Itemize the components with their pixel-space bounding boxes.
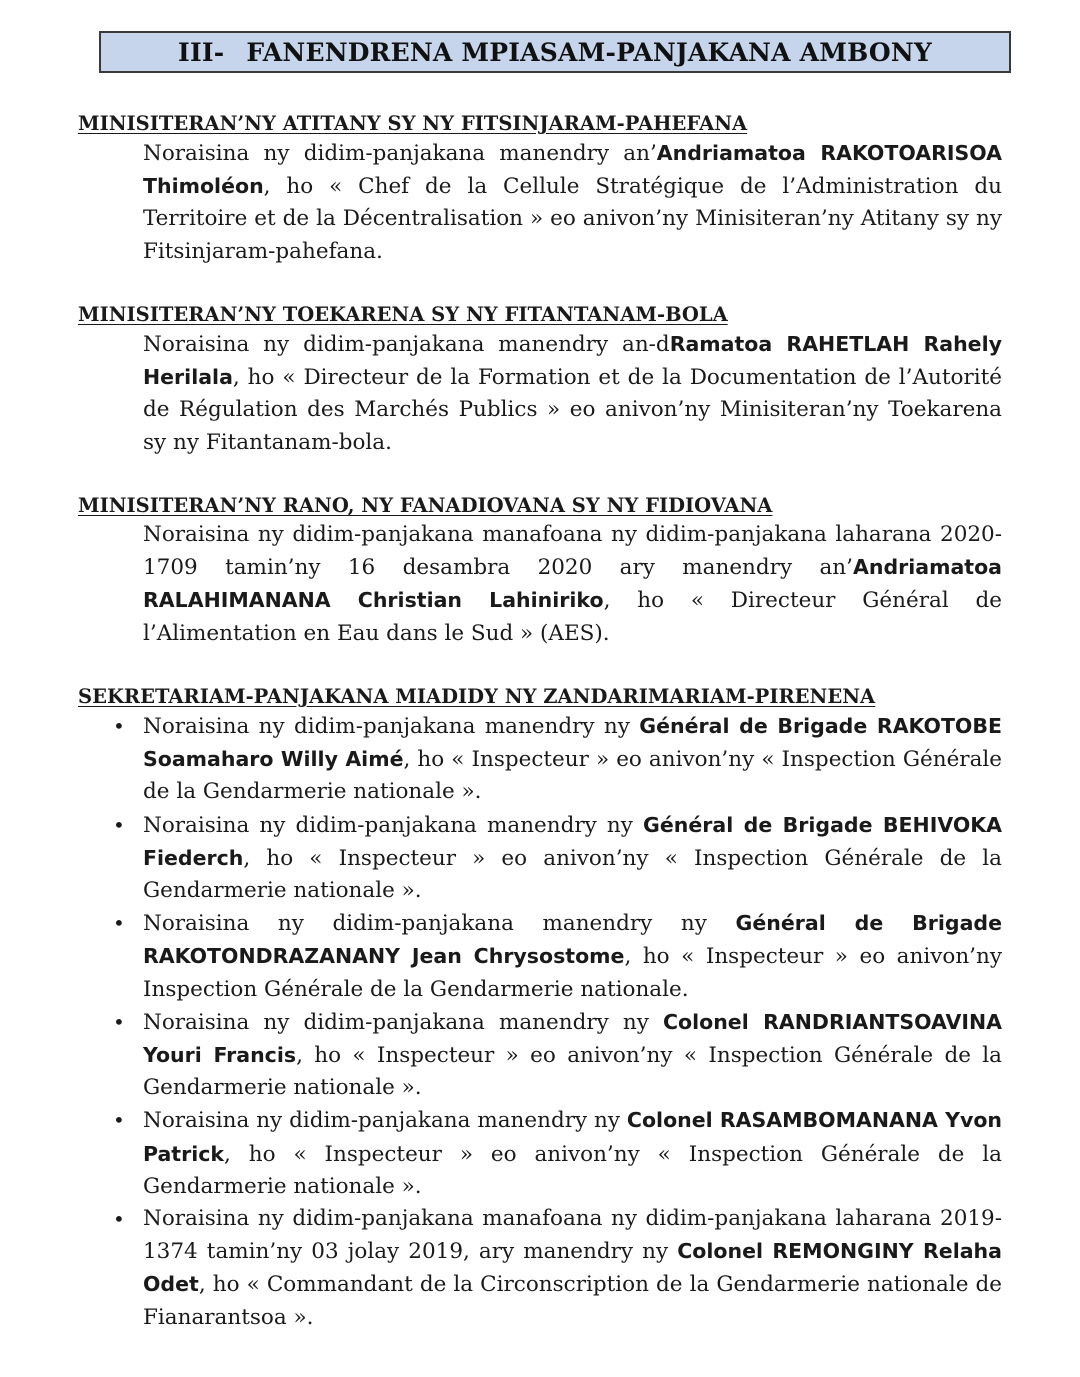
section-heading: MINISITERAN’NY ATITANY SY NY FITSINJARAM-PAHEFANA — [78, 112, 748, 135]
appointee-name: Général de Brigade RAKOTONDRAZANANY Jean Chrysostome — [143, 911, 1002, 969]
bullet-icon: • — [113, 1009, 125, 1034]
appointee-name: Colonel RANDRIANTSOAVINA Youri Francis — [143, 1009, 1002, 1068]
paragraph-text: Noraisina ny didim-panjakana manendry ny — [143, 1108, 627, 1134]
bullet-icon: • — [113, 714, 125, 738]
bullet-icon: • — [113, 911, 125, 936]
section-ministry-interior — [78, 111, 1002, 268]
paragraph-text: Noraisina ny didim-panjakana manafoana ny didim-panjakana laharana 2019-1374 tamin’ny 03 jolay 2019, ary manendry ny — [143, 1206, 1002, 1265]
page-title: FANENDRENA MPIASAM-PANJAKANA AMBONY — [246, 37, 932, 67]
section-heading: MINISITERAN’NY RANO, NY FANADIOVANA SY NY FIDIOVANA — [78, 494, 773, 517]
section-heading: SEKRETARIAM-PANJAKANA MIADIDY NY ZANDARIMARIAM-PIRENENA — [78, 685, 876, 708]
list-item — [113, 1006, 1003, 1105]
appointee-name: Général de Brigade RAKOTOBE Soamaharo Willy Aimé — [143, 714, 1002, 772]
paragraph-text: Noraisina ny didim-panjakana manendry ny — [143, 1009, 663, 1035]
paragraph-text: Noraisina ny didim-panjakana manafoana ny didim-panjakana laharana 2020-1709 tamin’ny 16 desambra 2020 ary manendry an’ — [143, 522, 1002, 581]
section-heading: MINISITERAN’NY TOEKARENA SY NY FITANTANAM-BOLA — [78, 303, 728, 326]
paragraph-text: , ho « Chef de la Cellule Stratégique de l’Administration du Territoire et de la Décentralisation » eo anivon’ny Minisiteran’ny Atitany sy ny Fitsinjaram-pahefana. — [143, 174, 1002, 264]
appointment-paragraph — [143, 137, 1002, 268]
paragraph-text: Noraisina ny didim-panjakana manendry ny — [143, 714, 640, 739]
appointment-paragraph — [143, 328, 1002, 459]
list-item — [113, 907, 1002, 1006]
bullet-icon: • — [113, 1108, 125, 1133]
list-item — [113, 710, 1003, 809]
title-number: III- — [178, 37, 225, 67]
appointee-name: Andriamatoa RAKOTOARISOA Thimoléon — [143, 141, 1003, 199]
paragraph-text: Noraisina ny didim-panjakana manendry an-d — [143, 332, 670, 357]
list-item — [113, 1203, 1002, 1334]
paragraph-text: , ho « Commandant de la Circonscription de la Gendarmerie nationale de Fianarantsoa ». — [143, 1272, 1002, 1330]
paragraph-text: Noraisina ny didim-panjakana manendry ny — [143, 911, 736, 937]
paragraph-text: , ho « Inspecteur » eo anivon’ny « Inspection Générale de la Gendarmerie nationale ». — [143, 747, 1003, 805]
paragraph-text: Noraisina ny didim-panjakana manendry ny — [143, 812, 644, 838]
appointment-list — [78, 710, 1002, 1334]
page-title-box — [99, 31, 1011, 73]
section-ministry-water — [78, 493, 1002, 650]
appointment-paragraph — [143, 519, 1002, 650]
appointee-name: Andriamatoa RALAHIMANANA Christian Lahiniriko — [143, 555, 1002, 613]
paragraph-text: , ho « Inspecteur » eo anivon’ny Inspection Générale de la Gendarmerie nationale. — [143, 944, 1002, 1002]
appointee-name: Colonel RASAMBOMANANA Yvon Patrick — [143, 1108, 1003, 1166]
appointee-name: Colonel REMONGINY Relaha Odet — [143, 1239, 1002, 1297]
appointee-name: Ramatoa RAHETLAH Rahely Herilala — [143, 332, 1002, 390]
section-ministry-economy — [78, 302, 1002, 459]
paragraph-text: , ho « Inspecteur » eo anivon’ny « Inspection Générale de la Gendarmerie nationale ». — [143, 1043, 1003, 1101]
bullet-icon: • — [113, 1207, 125, 1232]
paragraph-text: , ho « Directeur Général de l’Alimentation en Eau dans le Sud » (AES). — [143, 588, 1002, 646]
list-item — [113, 1104, 1003, 1203]
appointee-name: Général de Brigade BEHIVOKA Fiederch — [143, 812, 1002, 870]
paragraph-text: Noraisina ny didim-panjakana manendry an’ — [143, 141, 657, 166]
paragraph-text: , ho « Inspecteur » eo anivon’ny « Inspection Générale de la Gendarmerie nationale ». — [143, 1141, 1002, 1199]
list-item — [113, 809, 1002, 908]
paragraph-text: , ho « Inspecteur » eo anivon’ny « Inspection Générale de la Gendarmerie nationale ». — [143, 845, 1002, 904]
section-gendarmerie — [78, 684, 1002, 1334]
paragraph-text: , ho « Directeur de la Formation et de la Documentation de l’Autorité de Régulation des Marchés Publics » eo anivon’ny Minisiteran’ny Toekarena sy ny Fitantanam-bola. — [143, 365, 1002, 455]
bullet-icon: • — [113, 812, 125, 837]
